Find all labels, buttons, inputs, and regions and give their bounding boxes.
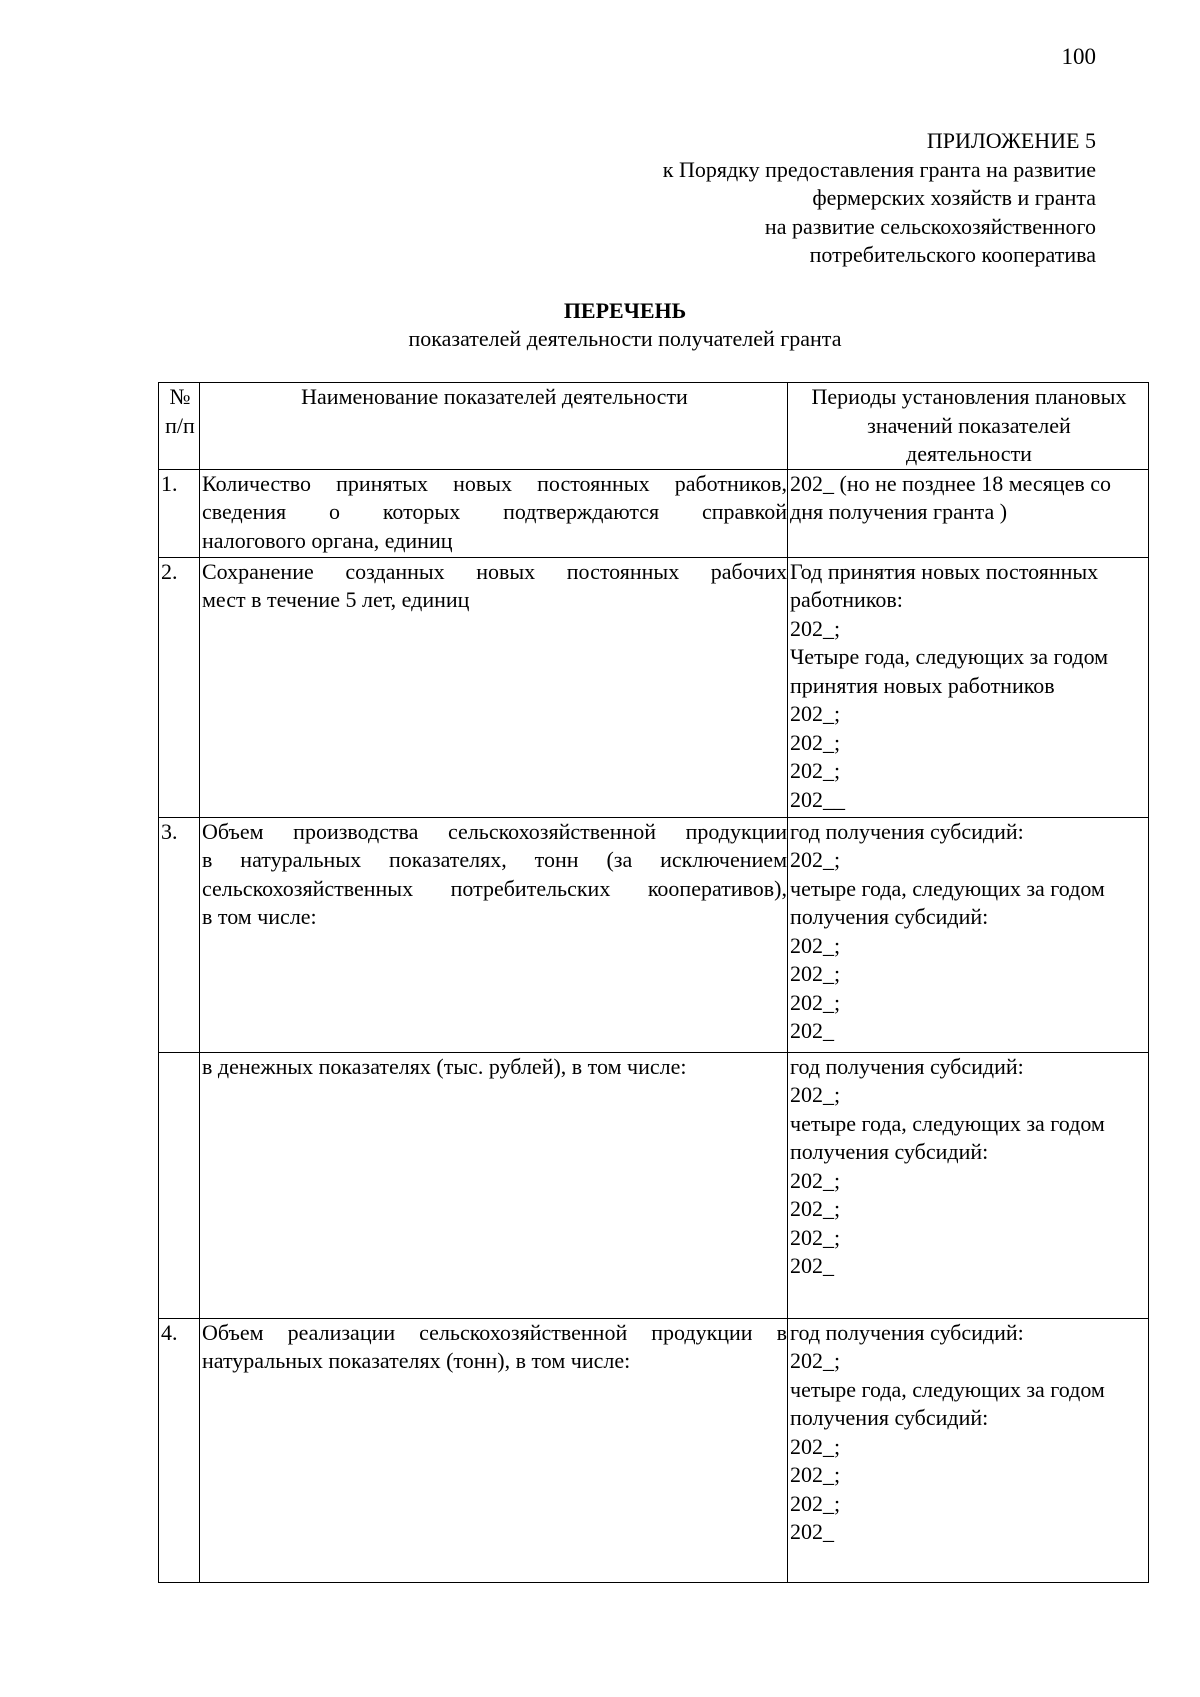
document-subtitle: показателей деятельности получателей гранта xyxy=(408,326,842,351)
row-name-line: в денежных показателях (тыс. рублей), в том числе: xyxy=(202,1053,687,1079)
row-period-line: получения субсидий: xyxy=(790,1139,989,1164)
row-name-line: сведения о которых подтверждаются справкой xyxy=(202,499,787,524)
header-period-line: деятельности xyxy=(906,441,1032,466)
row-period-line: 202_; xyxy=(790,701,841,726)
header-num xyxy=(159,383,200,470)
document-title: ПЕРЕЧЕНЬ xyxy=(563,298,687,323)
row-period-line: 202_ xyxy=(790,1253,834,1278)
row-period-line: 202_; xyxy=(790,1348,841,1373)
row-period-line: 202__ xyxy=(790,786,845,812)
row-period-line: дня получения гранта ) xyxy=(790,499,1008,524)
row-num: 2. xyxy=(159,557,200,817)
header-num-line: п/п xyxy=(165,412,195,438)
header-period-line: Периоды установления плановых xyxy=(811,384,1127,409)
row-name xyxy=(200,1052,788,1318)
row-period-line: 202_; xyxy=(790,729,841,755)
appendix-header xyxy=(496,127,1096,270)
appendix-line: потребительского кооператива xyxy=(809,242,1096,267)
appendix-line: фермерских хозяйств и гранта xyxy=(812,185,1096,210)
row-name xyxy=(200,469,788,557)
row-name-line: Объем производства сельскохозяйственной продукции xyxy=(202,818,787,844)
appendix-line: на развитие сельскохозяйственного xyxy=(764,213,1096,239)
row-name xyxy=(200,1318,788,1582)
row-num: 1. xyxy=(159,469,200,557)
row-period-line: год получения субсидий: xyxy=(790,818,1024,844)
row-period-line: 202_; xyxy=(790,758,841,783)
header-name: Наименование показателей деятельности xyxy=(200,383,788,470)
row-period-line: 202_; xyxy=(790,989,841,1015)
row-name-line: сельскохозяйственных потребительских кооперативов), xyxy=(202,875,787,901)
row-period-line: 202_ (но не позднее 18 месяцев со xyxy=(790,470,1112,496)
row-num: 3. xyxy=(159,817,200,1052)
row-period-line: четыре года, следующих за годом xyxy=(790,875,1105,901)
table-row xyxy=(159,1318,1149,1582)
page-number: 100 xyxy=(1061,44,1096,69)
row-period-line: принятия новых работников xyxy=(790,672,1055,698)
row-period xyxy=(788,1052,1149,1318)
row-period-line: получения субсидий: xyxy=(790,904,989,929)
row-name-line: Сохранение созданных новых постоянных рабочих xyxy=(202,558,787,584)
row-period-line: 202_ xyxy=(790,1018,834,1043)
row-period-line: 202_; xyxy=(790,1433,841,1459)
row-name xyxy=(200,817,788,1052)
row-period-line: работников: xyxy=(790,587,903,612)
appendix-line: к Порядку предоставления гранта на развитие xyxy=(662,156,1096,182)
row-period xyxy=(788,817,1149,1052)
header-period-line: значений показателей xyxy=(867,412,1071,438)
table-row xyxy=(159,557,1149,817)
row-name-line: в том числе: xyxy=(202,904,317,929)
row-period-line: Четыре года, следующих за годом xyxy=(790,644,1109,669)
row-period-line: 202_; xyxy=(790,1224,841,1250)
row-num xyxy=(159,1052,200,1318)
row-name-line: мест в течение 5 лет, единиц xyxy=(202,587,470,612)
row-period-line: 202_; xyxy=(790,1490,841,1516)
row-name-line: в натуральных показателях, тонн (за исключением xyxy=(202,847,787,872)
row-period-line: 202_; xyxy=(790,961,841,986)
table-header-row xyxy=(159,383,1149,470)
row-period-line: 202_; xyxy=(790,615,841,641)
row-period-line: 202_; xyxy=(790,847,841,872)
row-period-line: 202_; xyxy=(790,1196,841,1221)
row-period xyxy=(788,557,1149,817)
table-row xyxy=(159,817,1149,1052)
row-period-line: 202_; xyxy=(790,1167,841,1193)
row-period xyxy=(788,1318,1149,1582)
row-period-line: четыре года, следующих за годом xyxy=(790,1376,1105,1402)
appendix-line: ПРИЛОЖЕНИЕ 5 xyxy=(926,128,1096,153)
table-row xyxy=(159,1052,1149,1318)
row-period-line: получения субсидий: xyxy=(790,1405,989,1430)
row-name-line: Объем реализации сельскохозяйственной продукции в xyxy=(202,1319,787,1345)
row-period-line: 202_ xyxy=(790,1519,834,1544)
row-name-line: Количество принятых новых постоянных работников, xyxy=(202,470,787,496)
row-period-line: год получения субсидий: xyxy=(790,1053,1024,1079)
table-row xyxy=(159,469,1149,557)
row-name-line: натуральных показателях (тонн), в том числе: xyxy=(202,1348,631,1373)
row-period-line: Год принятия новых постоянных xyxy=(790,558,1099,584)
header-period xyxy=(788,383,1149,470)
row-period-line: 202_; xyxy=(790,1082,841,1107)
row-period xyxy=(788,469,1149,557)
row-period-line: 202_; xyxy=(790,932,841,958)
indicators-table xyxy=(158,382,1149,1583)
row-name xyxy=(200,557,788,817)
row-period-line: четыре года, следующих за годом xyxy=(790,1110,1105,1136)
row-period-line: год получения субсидий: xyxy=(790,1319,1024,1345)
row-num: 4. xyxy=(159,1318,200,1582)
row-period-line: 202_; xyxy=(790,1462,841,1487)
header-num-line: № xyxy=(169,384,191,409)
row-name-line: налогового органа, единиц xyxy=(202,527,453,553)
